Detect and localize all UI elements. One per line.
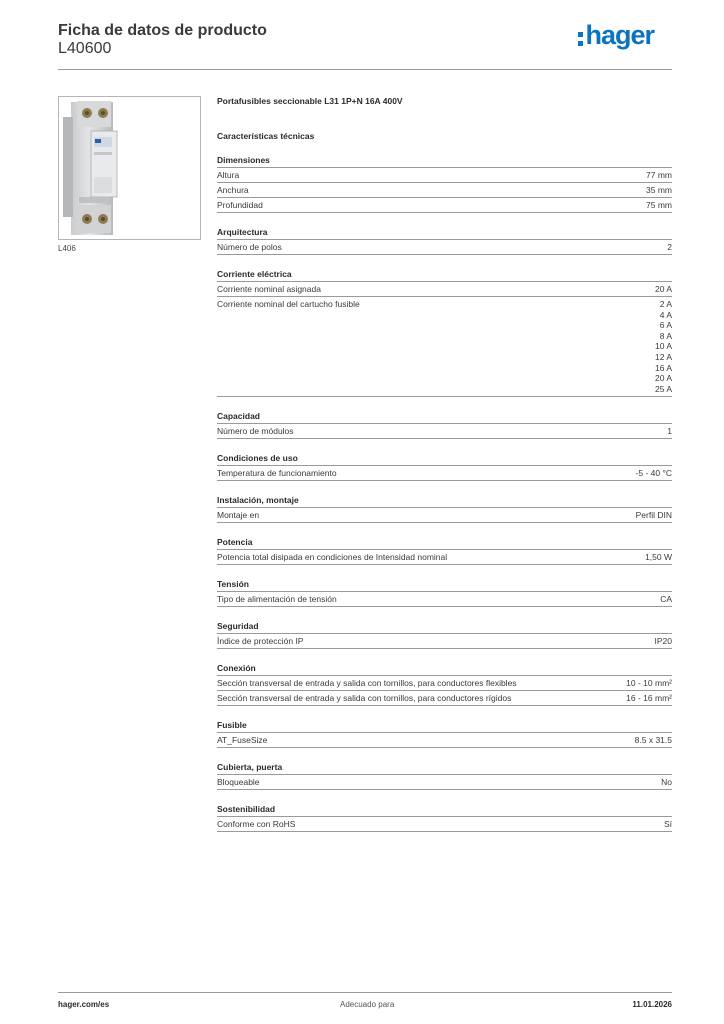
spec-row [217,691,672,706]
spec-row [217,775,672,790]
page-header [58,20,672,70]
spec-row [217,168,672,183]
spec-section [217,411,672,439]
spec-value-item: 20 A [654,373,672,384]
spec-value-item: IP20 [654,636,672,647]
section-title: Tensión [217,579,672,592]
spec-section [217,762,672,790]
section-title: Capacidad [217,411,672,424]
spec-label: Sección transversal de entrada y salida con tornillos, para conductores flexibles [217,678,517,689]
spec-value [635,735,672,745]
section-title: Instalación, montaje [217,495,672,508]
spec-row [217,282,672,297]
spec-label: Profundidad [217,200,263,210]
section-title: Condiciones de uso [217,453,672,466]
spec-value-item: 10 A [654,341,672,352]
spec-value [636,468,672,478]
technical-characteristics-title: Características técnicas [217,131,315,141]
spec-row [217,676,672,691]
spec-label: Temperatura de funcionamiento [217,468,337,479]
spec-row [217,733,672,748]
spec-row [217,297,672,397]
spec-value-item: -5 - 40 °C [635,468,672,479]
spec-label: Altura [217,170,240,180]
spec-value-item: 35 mm [646,185,672,195]
spec-section [217,720,672,748]
spec-value-item: 75 mm [646,200,672,210]
spec-label: Montaje en [217,510,260,521]
spec-section [217,269,672,397]
spec-section [217,227,672,255]
spec-label: Índice de protección IP [217,636,304,647]
spec-section [217,663,672,706]
spec-value-item: Perfil DIN [635,510,672,521]
spec-value-item: 1,50 W [645,552,672,563]
spec-section [217,495,672,523]
logo-dots-icon [578,26,584,48]
spec-value-item: 8 A [659,330,672,341]
footer-suitable-for: Adecuado para [340,1000,395,1009]
spec-label: Bloqueable [217,777,260,788]
spec-value [646,200,672,210]
footer-date: 11.01.2026 [632,1000,672,1009]
fuse-holder-illustration [59,97,200,239]
spec-value [667,242,672,252]
spec-value [626,693,672,703]
spec-sections [217,155,672,832]
section-title: Dimensiones [217,155,672,168]
spec-value-item: 1 [667,426,672,437]
hager-logo [578,20,654,51]
spec-value [655,636,673,646]
product-image [58,96,201,240]
section-title: Potencia [217,537,672,550]
spec-value [636,510,672,520]
spec-value-item: 25 A [654,383,672,394]
spec-row [217,424,672,439]
spec-section [217,621,672,649]
spec-label: Anchura [217,185,249,195]
spec-value-item: 12 A [654,351,672,362]
logo-text: hager [585,20,654,50]
spec-section [217,804,672,832]
spec-section [217,453,672,481]
spec-label: Corriente nominal asignada [217,284,321,294]
spec-label: Potencia total disipada en condiciones de Intensidad nominal [217,552,448,563]
spec-value [655,299,672,394]
spec-content [217,96,672,832]
spec-label: Número de polos [217,242,282,252]
spec-value [655,284,672,294]
spec-value-item: 6 A [659,320,672,331]
spec-label: AT_FuseSize [217,735,268,746]
spec-label: Conforme con RoHS [217,819,296,830]
spec-value [646,170,672,180]
spec-value-item: CA [660,594,672,605]
spec-row [217,634,672,649]
section-title: Sostenibilidad [217,804,672,817]
spec-row [217,817,672,832]
spec-value-item: 2 A [659,299,672,309]
spec-value-item: 20 A [654,284,672,294]
spec-value [626,678,672,688]
product-name: Portafusibles seccionable L31 1P+N 16A 400V [217,96,403,106]
spec-row [217,508,672,523]
document-title: Ficha de datos de producto [58,22,267,39]
footer-website: hager.com/es [58,1000,110,1009]
spec-row [217,183,672,198]
image-caption: L406 [58,244,76,253]
spec-value-item: 77 mm [646,170,672,180]
section-title: Seguridad [217,621,672,634]
spec-value-item: 4 A [659,309,672,320]
spec-label: Sección transversal de entrada y salida con tornillos, para conductores rígidos [217,693,512,704]
spec-section [217,579,672,607]
spec-value [664,819,672,829]
spec-value-item: 10 - 10 mm² [626,678,672,689]
section-title: Conexión [217,663,672,676]
spec-value-item: No [661,777,672,788]
spec-label: Número de módulos [217,426,294,437]
spec-value-item: 16 A [654,362,672,373]
spec-row [217,466,672,481]
spec-value [645,552,672,562]
spec-value-item: 16 - 16 mm² [626,693,672,704]
spec-row [217,550,672,565]
section-title: Fusible [217,720,672,733]
page-footer [58,992,672,1014]
section-title: Arquitectura [217,227,672,240]
spec-row [217,198,672,213]
spec-section [217,537,672,565]
spec-row [217,592,672,607]
spec-value-item: 8.5 x 31.5 [634,735,672,746]
product-reference: L40600 [58,40,112,57]
section-title: Cubierta, puerta [217,762,672,775]
spec-value [667,426,672,436]
spec-label: Corriente nominal del cartucho fusible [217,299,360,309]
spec-value [646,185,672,195]
spec-value [660,594,672,604]
spec-label: Tipo de alimentación de tensión [217,594,337,605]
spec-value [661,777,672,787]
spec-value-item: 2 [667,242,672,252]
spec-value-item: Sí [663,819,672,830]
spec-row [217,240,672,255]
spec-section [217,155,672,213]
section-title: Corriente eléctrica [217,269,672,282]
